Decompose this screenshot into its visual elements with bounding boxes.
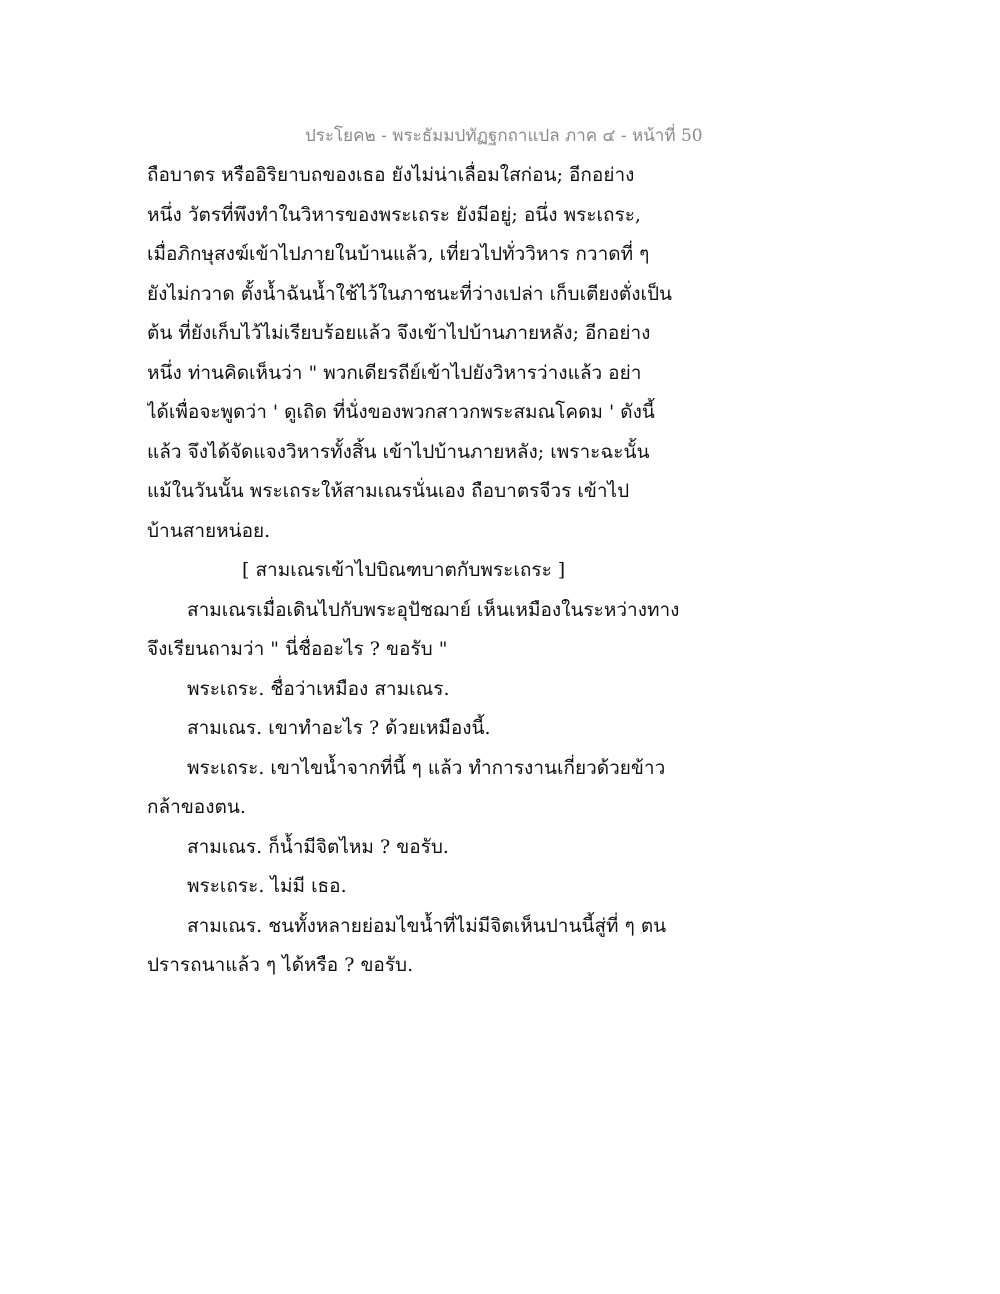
- page-body: [147, 156, 687, 986]
- dialogue-line: สามเณร. เขาทำอะไร ? ด้วยเหมืองนี้.: [187, 717, 491, 739]
- section-heading: [ สามเณรเข้าไปบิณฑบาตกับพระเถระ ]: [242, 559, 566, 581]
- dialogue-line: พระเถระ. ไม่มี เธอ.: [187, 875, 347, 897]
- dialogue-line: พระเถระ. เขาไขน้ำจากที่นี้ ๆ แล้ว ทำการงานเกี่ยวด้วยข้าว: [187, 756, 666, 779]
- dialogue-line: พระเถระ. ชื่อว่าเหมือง สามเณร.: [187, 677, 450, 700]
- text-line: ถือบาตร หรืออิริยาบถของเธอ ยังไม่น่าเลื่อมใสก่อน; อีกอย่าง: [147, 164, 635, 186]
- text-line: แล้ว จึงได้จัดแจงวิหารทั้งสิ้น เข้าไปบ้านภายหลัง; เพราะฉะนั้น: [147, 440, 650, 463]
- dialogue-line: สามเณร. ก็น้ำมีจิตไหม ? ขอรับ.: [187, 835, 449, 858]
- dialogue-continuation: ปรารถนาแล้ว ๆ ได้หรือ ? ขอรับ.: [147, 954, 414, 976]
- text-line: หนึ่ง ท่านคิดเห็นว่า " พวกเดียรถีย์เข้าไปยังวิหารว่างแล้ว อย่า: [147, 361, 642, 384]
- paragraph-line: สามเณรเมื่อเดินไปกับพระอุปัชฌาย์ เห็นเหมืองในระหว่างทาง: [187, 598, 680, 621]
- paragraph-line: จึงเรียนถามว่า " นี่ชื่ออะไร ? ขอรับ ": [147, 638, 448, 660]
- text-line: ต้น ที่ยังเก็บไว้ไม่เรียบร้อยแล้ว จึงเข้าไปบ้านภายหลัง; อีกอย่าง: [147, 322, 651, 344]
- text-line: ยังไม่กวาด ตั้งน้ำฉันน้ำใช้ไว้ในภาชนะที่ว่างเปล่า เก็บเตียงตั่งเป็น: [147, 282, 673, 305]
- text-line: ได้เพื่อจะพูดว่า ' ดูเถิด ที่นั่งของพวกสาวกพระสมณโคดม ' ดังนี้: [147, 401, 655, 423]
- dialogue-continuation: กล้าของตน.: [147, 796, 246, 818]
- running-header: ประโยค๒ - พระธัมมปทัฏฐกถาแปล ภาค ๔ - หน้าที่ 50: [305, 126, 703, 146]
- text-line: แม้ในวันนั้น พระเถระให้สามเณรนั่นเอง ถือบาตรจีวร เข้าไป: [147, 480, 630, 502]
- text-line: หนึ่ง วัตรที่พึงทำในวิหารของพระเถระ ยังมีอยู่; อนึ่ง พระเถระ,: [147, 203, 641, 226]
- text-line: เมื่อภิกษุสงฆ์เข้าไปภายในบ้านแล้ว, เที่ยวไปทั่ววิหาร กวาดที่ ๆ: [147, 243, 650, 265]
- dialogue-line: สามเณร. ชนทั้งหลายย่อมไขน้ำที่ไม่มีจิตเห็นปานนี้สู่ที่ ๆ ตน: [187, 914, 667, 937]
- text-line: บ้านสายหน่อย.: [147, 519, 271, 542]
